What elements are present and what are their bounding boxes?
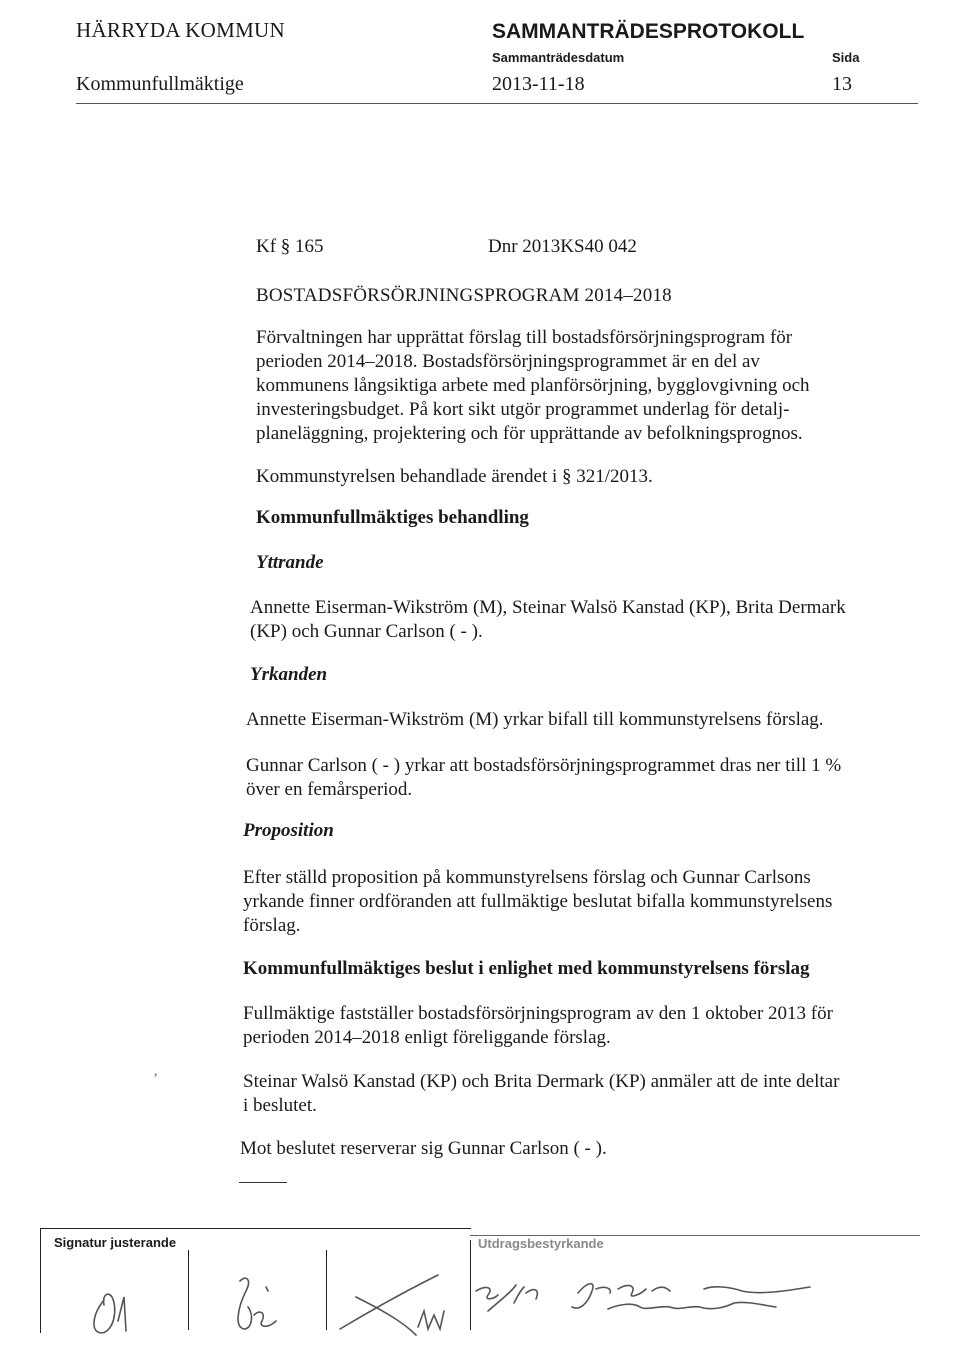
- municipality-name: HÄRRYDA KOMMUN: [76, 18, 285, 42]
- stray-mark: ,: [154, 1064, 158, 1079]
- document-type: SAMMANTRÄDESPROTOKOLL: [492, 20, 805, 43]
- signature-mark: [572, 1284, 810, 1308]
- signature-mark: [340, 1275, 444, 1335]
- page-number: 13: [832, 73, 852, 95]
- handwritten-signatures: [40, 1245, 920, 1345]
- motions-heading: Yrkanden: [250, 664, 328, 685]
- signature-mark: [608, 1302, 776, 1309]
- signature-mark: [238, 1278, 276, 1329]
- board-note: Kommunstyrelsen behandlade ärendet i § 321/2013.: [256, 466, 653, 487]
- date-label: Sammanträdesdatum: [492, 50, 625, 65]
- page-label: Sida: [832, 50, 860, 65]
- registration-number: Dnr 2013KS40 042: [488, 236, 637, 257]
- motion-1: Annette Eiserman-Wikström (M) yrkar bifall till kommunstyrelsens förslag.: [246, 709, 824, 730]
- decision-text-1: Fullmäktige fastställer bostadsförsörjningsprogram av den 1 oktober 2013 för perioden 2014–2018 enligt föreliggande förslag.: [243, 1003, 833, 1048]
- intro-paragraph: Förvaltningen har upprättat förslag till bostadsförsörjningsprogram för perioden 2014–2018. Bostadsförsörjningsprogrammet är en del av kommunens långsiktiga arbete med planförsörjning, bygglovgivning och investeringsbudget. På kort sikt utgör programmet underlag för detalj-planeläggning, projektering och för upprättande av befolkningsprognos.: [256, 327, 810, 444]
- decision-heading: Kommunfullmäktiges beslut i enlighet med kommunstyrelsens förslag: [243, 958, 810, 979]
- meeting-date: 2013-11-18: [492, 73, 585, 95]
- statements-heading: Yttrande: [256, 552, 324, 573]
- signature-label: Signatur justerande: [54, 1235, 177, 1250]
- section-number: Kf § 165: [256, 236, 324, 257]
- end-rule: [239, 1182, 287, 1183]
- proposition-heading: Proposition: [243, 820, 334, 841]
- signature-mark: [94, 1294, 126, 1333]
- case-subject: BOSTADSFÖRSÖRJNINGSPROGRAM 2014–2018: [256, 285, 672, 306]
- handling-heading: Kommunfullmäktiges behandling: [256, 507, 529, 528]
- proposition-text: Efter ställd proposition på kommunstyrelsens förslag och Gunnar Carlsons yrkande finner ordföranden att fullmäktige beslutat bifalla kommunstyrelsens förslag.: [243, 867, 833, 936]
- decision-text-2: Steinar Walsö Kanstad (KP) och Brita Dermark (KP) anmäler att de inte deltar i beslutet.: [243, 1071, 840, 1116]
- assembly-name: Kommunfullmäktige: [76, 73, 244, 95]
- motion-2: Gunnar Carlson ( - ) yrkar att bostadsförsörjningsprogrammet dras ner till 1 % över en femårsperiod.: [246, 755, 842, 800]
- decision-text-3: Mot beslutet reserverar sig Gunnar Carlson ( - ).: [240, 1138, 607, 1159]
- header-divider: [76, 103, 918, 104]
- statements-text: Annette Eiserman-Wikström (M), Steinar Walsö Kanstad (KP), Brita Dermark (KP) och Gunnar Carlson ( - ).: [250, 597, 846, 642]
- extract-label: Utdragsbestyrkande: [478, 1236, 604, 1251]
- signature-mark: [476, 1285, 537, 1311]
